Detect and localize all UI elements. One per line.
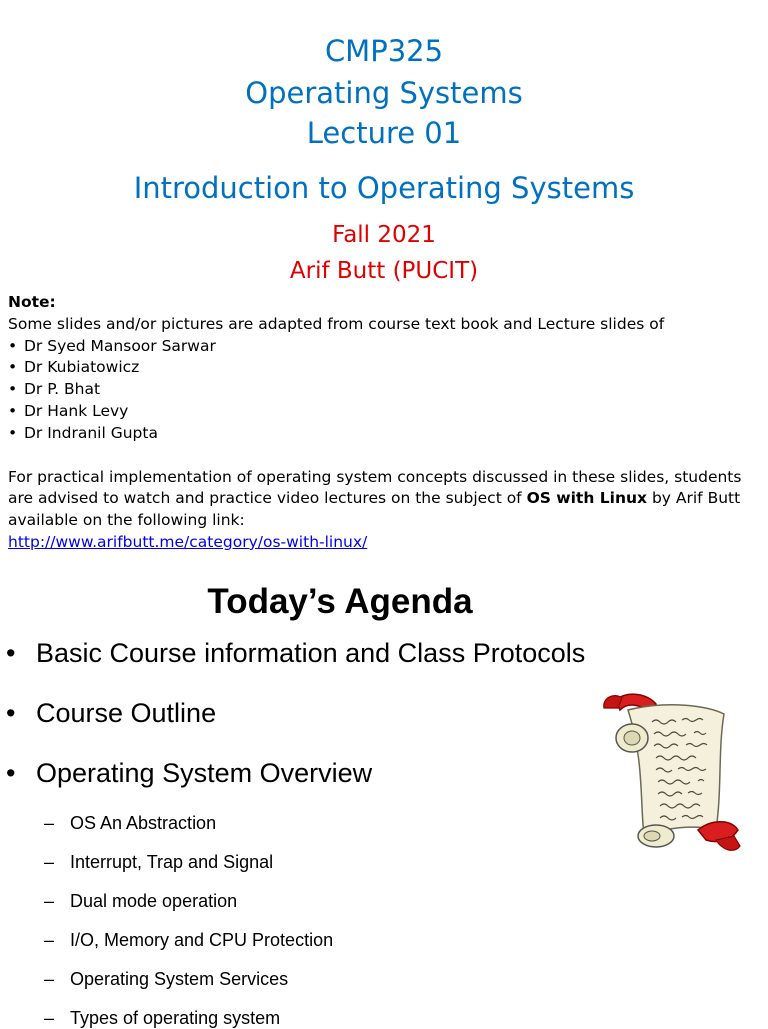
agenda-subitem bbox=[44, 1008, 280, 1029]
agenda-subitem-label: Types of operating system bbox=[70, 1008, 281, 1028]
dash: – bbox=[44, 930, 55, 950]
bullet: • bbox=[8, 423, 18, 442]
lecture-topic: Introduction to Operating Systems bbox=[133, 171, 635, 205]
credit-name: Dr Syed Mansoor Sarwar bbox=[24, 336, 216, 355]
course-name: Operating Systems bbox=[245, 76, 523, 110]
practical-text: For practical implementation of operating system concepts discussed in these slides, students are advised to watch and practice video lectures on the subject of bbox=[8, 467, 742, 508]
bullet: • bbox=[8, 336, 18, 355]
bullet: • bbox=[8, 358, 18, 377]
course-code: CMP325 bbox=[324, 34, 444, 68]
agenda-subitem bbox=[44, 813, 216, 834]
course-link[interactable]: http://www.arifbutt.me/category/os-with-linux/ bbox=[8, 532, 368, 551]
instructor: Arif Butt (PUCIT) bbox=[289, 258, 479, 284]
agenda-subitem bbox=[44, 891, 237, 912]
credit-item bbox=[8, 357, 764, 379]
bullet: • bbox=[8, 401, 18, 420]
agenda-subitem-label: Interrupt, Trap and Signal bbox=[70, 852, 274, 872]
credit-name: Dr Hank Levy bbox=[24, 401, 129, 420]
agenda-item bbox=[6, 698, 216, 729]
agenda-subitem-label: I/O, Memory and CPU Protection bbox=[70, 930, 334, 950]
credit-name: Dr Indranil Gupta bbox=[24, 423, 158, 442]
bullet: • bbox=[6, 698, 16, 728]
credits-list bbox=[8, 336, 764, 445]
agenda-item-label: Course Outline bbox=[36, 698, 217, 728]
practical-bold: OS with Linux bbox=[526, 489, 648, 508]
term: Fall 2021 bbox=[332, 222, 436, 248]
credit-name: Dr P. Bhat bbox=[24, 380, 101, 399]
dash: – bbox=[44, 891, 55, 911]
credit-item bbox=[8, 401, 764, 423]
lecture-number: Lecture 01 bbox=[306, 116, 462, 150]
bullet: • bbox=[8, 380, 18, 399]
parchment-scroll-icon bbox=[598, 690, 744, 860]
note-intro: Some slides and/or pictures are adapted from course text book and Lecture slides of bbox=[8, 314, 665, 333]
dash: – bbox=[44, 969, 55, 989]
practical-text-end: by Arif Butt available on the following link: bbox=[8, 489, 741, 530]
credit-item bbox=[8, 379, 764, 401]
practical-note bbox=[8, 467, 764, 532]
bullet: • bbox=[6, 638, 16, 668]
agenda-title: Today’s Agenda bbox=[207, 582, 473, 621]
credit-item bbox=[8, 423, 764, 445]
agenda-subitem-label: Operating System Services bbox=[70, 969, 289, 989]
dash: – bbox=[44, 852, 55, 872]
agenda-item bbox=[6, 758, 372, 789]
dash: – bbox=[44, 813, 55, 833]
credit-name: Dr Kubiatowicz bbox=[24, 358, 140, 377]
note-label: Note: bbox=[8, 293, 56, 311]
dash: – bbox=[44, 1008, 55, 1028]
credit-item bbox=[8, 336, 764, 358]
agenda-subitem bbox=[44, 930, 333, 951]
bullet: • bbox=[6, 758, 16, 788]
agenda-subitem-label: Dual mode operation bbox=[70, 891, 238, 911]
agenda-item-label: Basic Course information and Class Protocols bbox=[36, 638, 586, 668]
agenda-item bbox=[6, 638, 585, 669]
agenda-subitem bbox=[44, 969, 288, 990]
note-section bbox=[8, 292, 764, 554]
agenda-item-label: Operating System Overview bbox=[36, 758, 373, 788]
agenda-subitem-label: OS An Abstraction bbox=[70, 813, 217, 833]
scroll-illustration bbox=[598, 690, 744, 860]
agenda-subitem bbox=[44, 852, 273, 873]
